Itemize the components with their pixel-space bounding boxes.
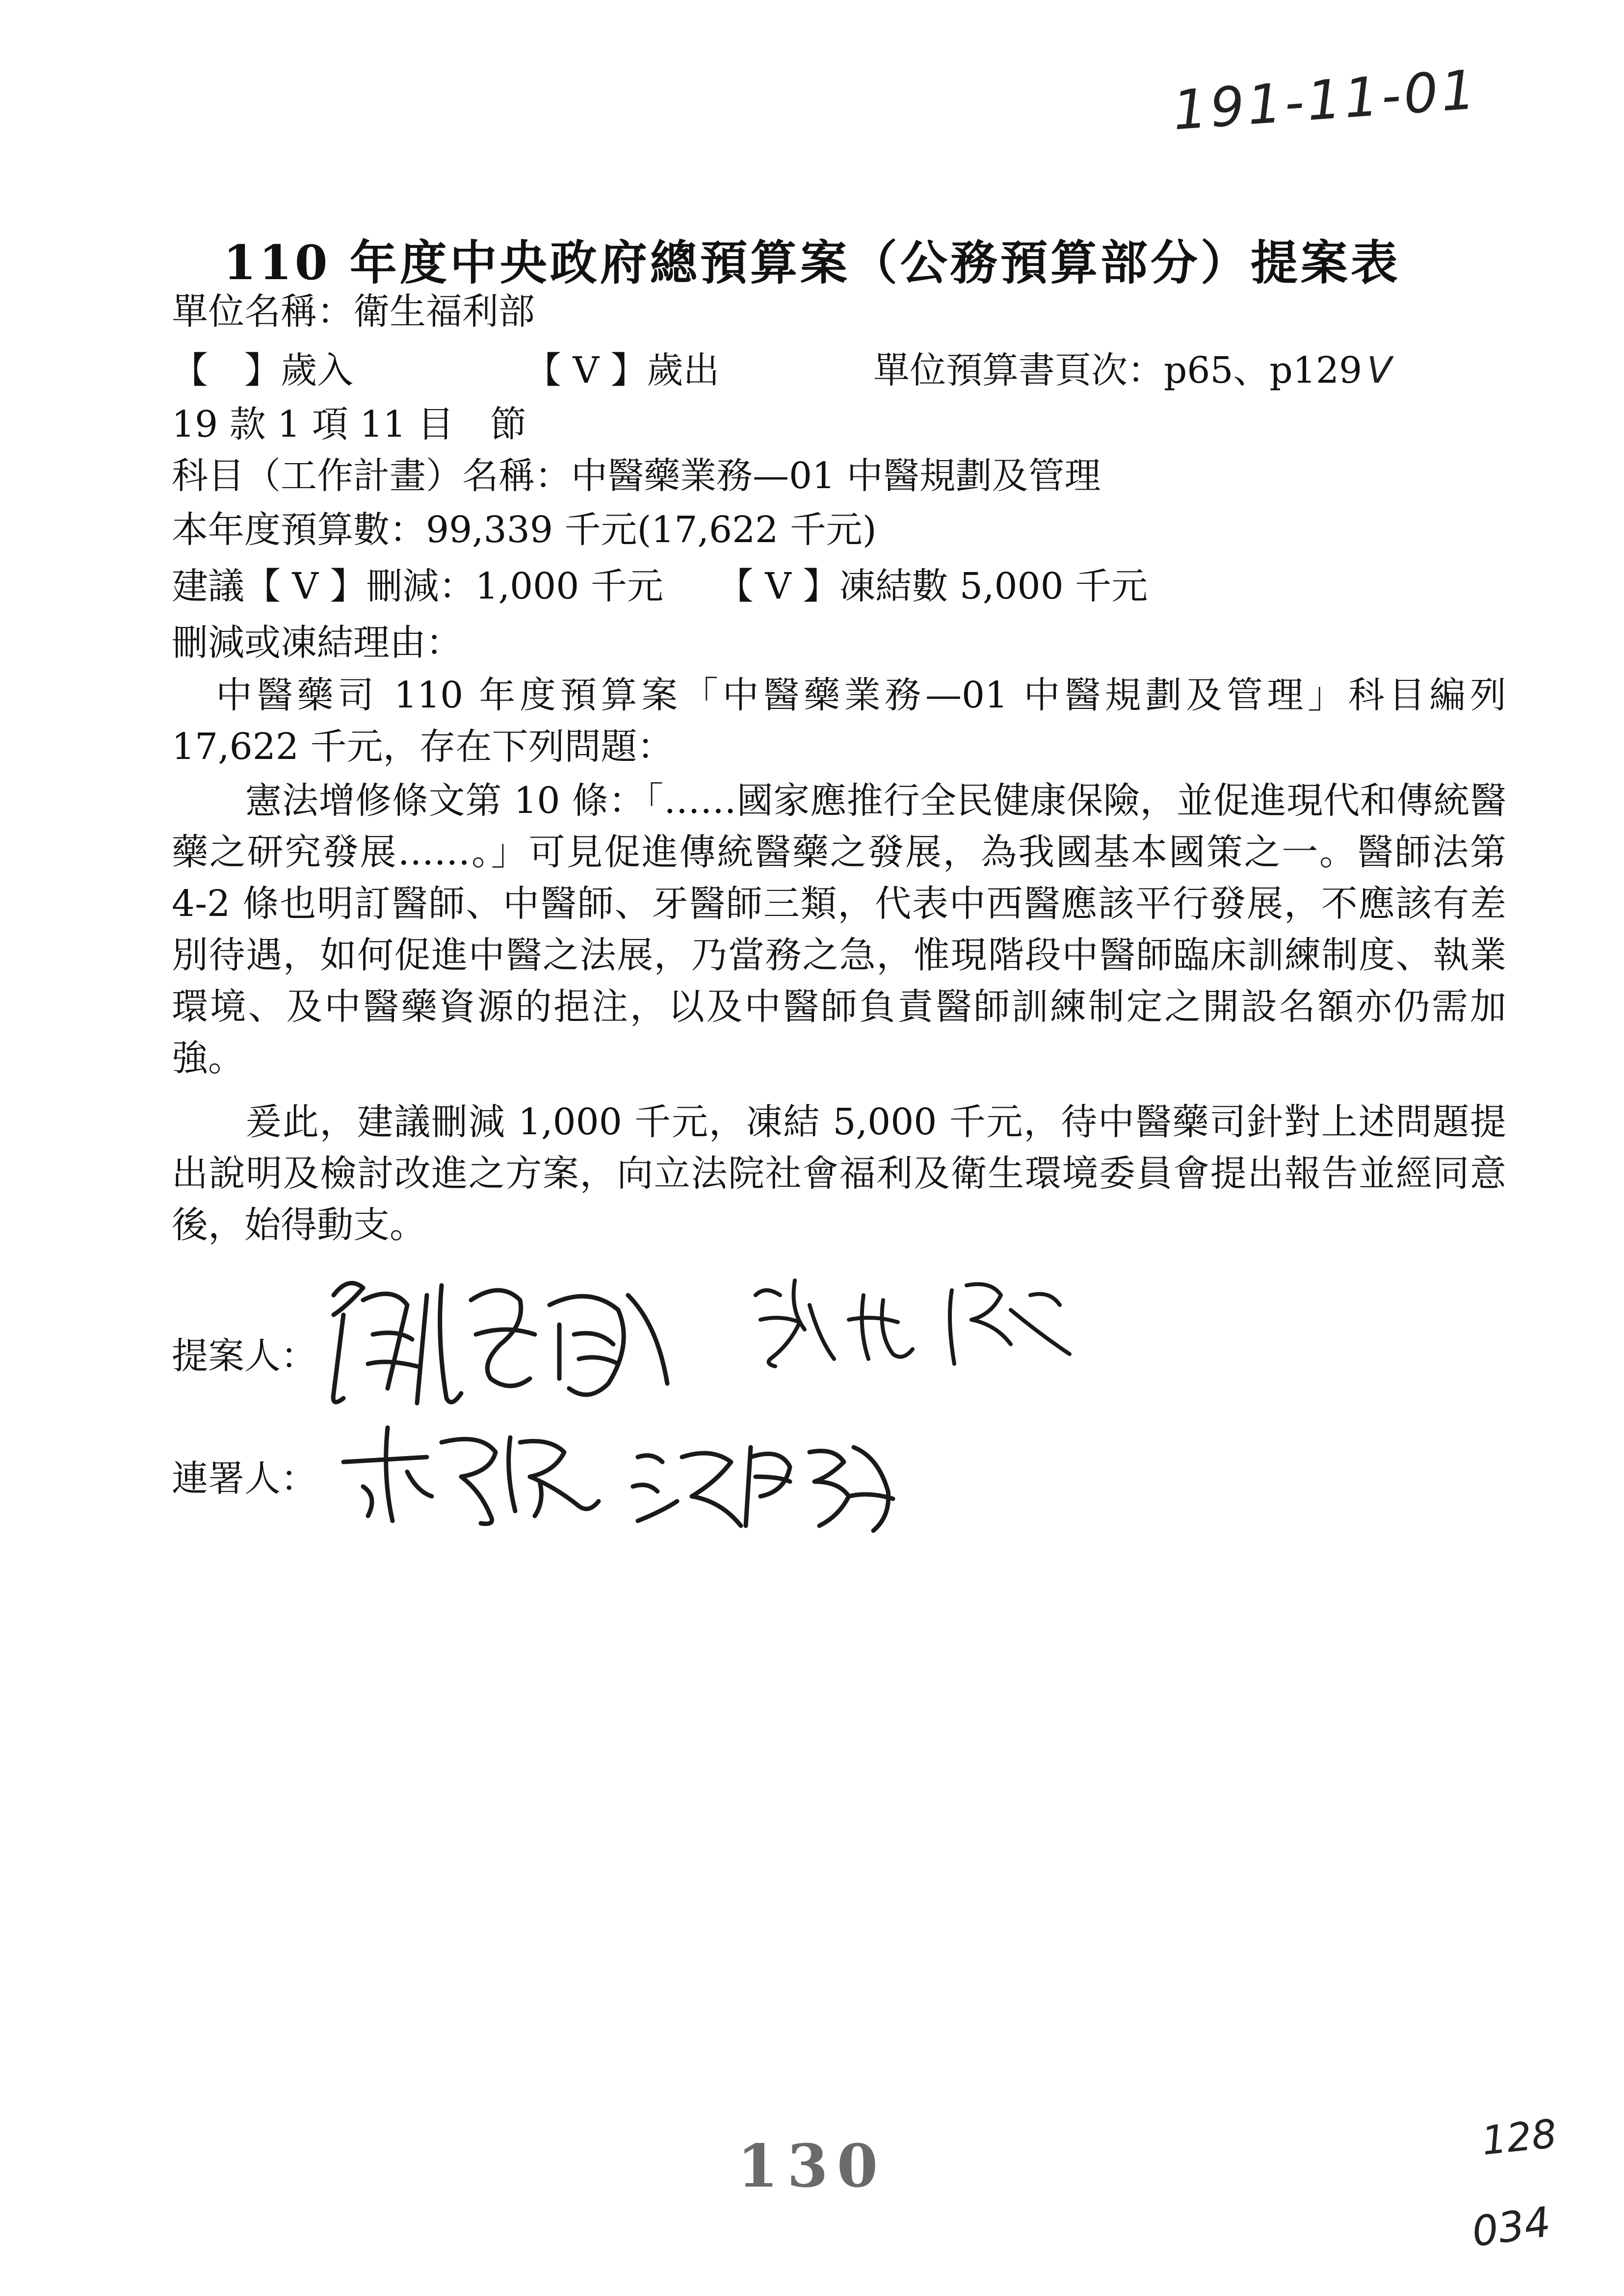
proposer-signature-1 — [314, 1266, 687, 1413]
reason-paragraph-3: 爰此，建議刪減 1,000 千元，凍結 5,000 千元，待中醫藥司針對上述問題提出說明及檢討改進之方案，向立法院社會福利及衛生環境委員會提出報告並經同意後，始得動支。 — [172, 1101, 1506, 1246]
income-checkbox-label: 【 】歲入 — [172, 349, 353, 391]
suggest-cut: 建議【 V 】刪減：1,000 千元 — [172, 565, 663, 607]
budget-book-pages — [873, 348, 1392, 392]
cosigner-signature-2 — [623, 1428, 903, 1540]
suggestion-row — [172, 564, 1148, 608]
account-code: 19 款 1 項 11 目 節 — [172, 403, 527, 445]
handwritten-page-note: 128 — [1479, 2111, 1559, 2164]
handwritten-document-number: 191-11-01 — [1171, 58, 1481, 142]
handwritten-sequence-note: 034 — [1468, 2197, 1554, 2256]
reason-label: 刪減或凍結理由： — [172, 622, 462, 664]
budget-pages-text: 單位預算書頁次：p65、p129 — [873, 349, 1362, 391]
expense-checkbox-label: 【 V 】歲出 — [525, 349, 720, 391]
suggest-freeze: 【 V 】凍結數 5,000 千元 — [717, 565, 1148, 607]
unit-name: 單位名稱：衛生福利部 — [172, 290, 535, 333]
cosigner-signature-1 — [334, 1418, 608, 1531]
cosigner-label: 連署人： — [172, 1458, 317, 1500]
subject-name: 科目（工作計畫）名稱：中醫藥業務—01 中醫規劃及管理 — [172, 455, 1101, 497]
handwritten-check-mark: V — [1367, 349, 1392, 391]
proposer-label: 提案人： — [172, 1335, 317, 1377]
printed-page-number: 130 — [737, 2132, 887, 2201]
reason-paragraph-1: 中醫藥司 110 年度預算案「中醫藥業務—01 中醫規劃及管理」科目編列 17,622 千元，存在下列問題： — [172, 674, 1506, 768]
current-budget-amount: 本年度預算數：99,339 千元(17,622 千元) — [172, 509, 877, 551]
reason-paragraph-2: 憲法增修條文第 10 條：「……國家應推行全民健康保險，並促進現代和傳統醫藥之研究發展……。」可見促進傳統醫藥之發展，為我國基本國策之一。醫師法第 4-2 條也明訂醫師、中醫師、牙醫師三類，代表中西醫應該平行發展，不應該有差別待遇，如何促進中醫之法展，乃當務之急，惟現階段中醫師臨床訓練制度、執業環境、及中醫藥資源的挹注，以及中醫師負責醫師訓練制定之開設名額亦仍需加強。 — [172, 780, 1506, 1079]
proposer-signature-2 — [736, 1266, 1079, 1379]
document-title: 110 年度中央政府總預算案（公務預算部分）提案表 — [223, 235, 1401, 290]
